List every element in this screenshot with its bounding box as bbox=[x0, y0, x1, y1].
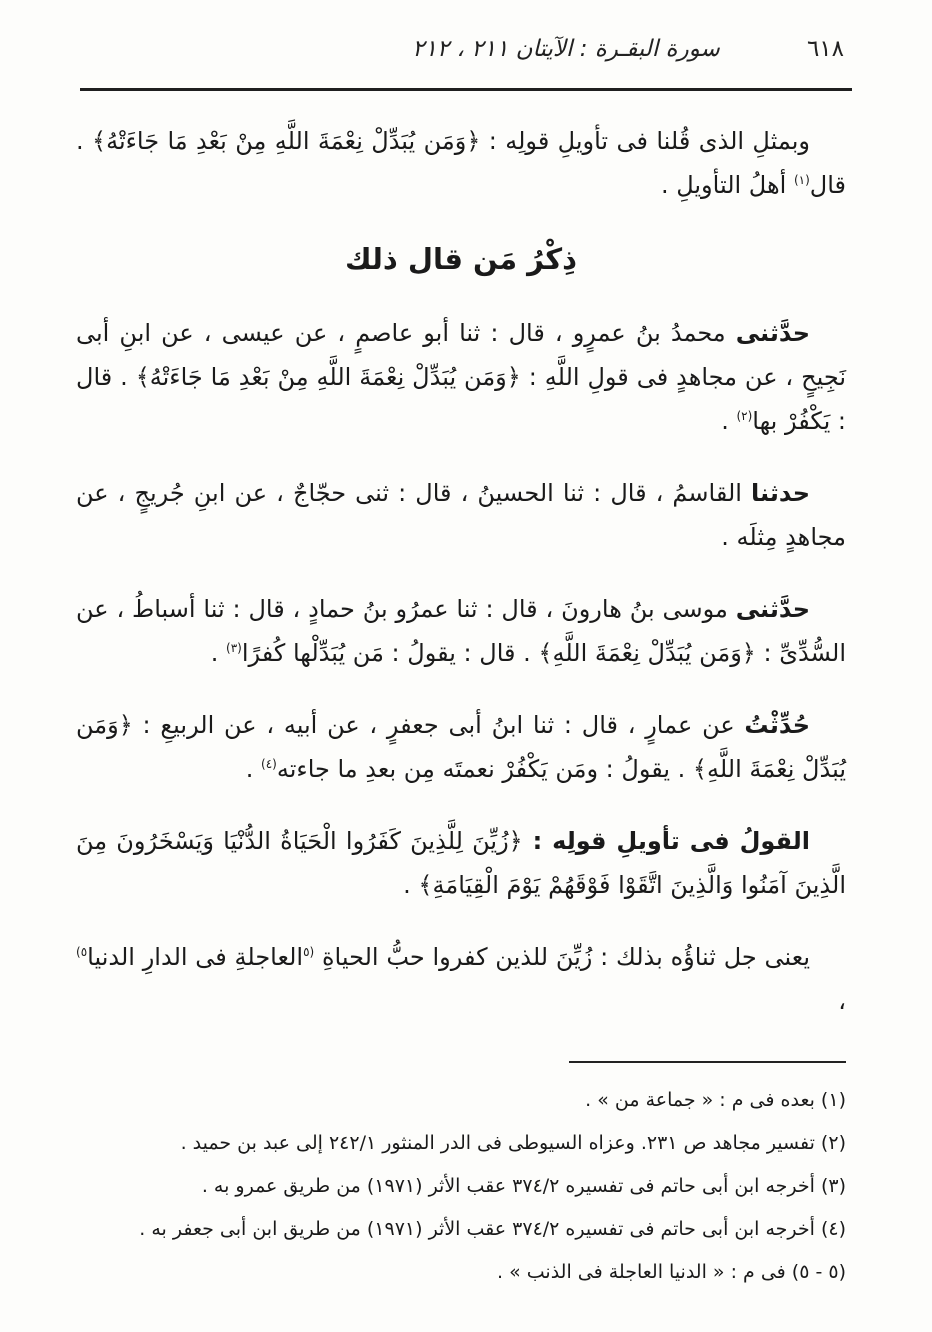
footnote-marker: (٣) bbox=[226, 641, 242, 655]
text-segment: القاسمُ ، قال : ثنا الحسينُ ، قال : ثنى حجّاجٌ ، عن ابنِ جُريجٍ ، عن مجاهدٍ مِثلَه . bbox=[76, 479, 846, 551]
page-header bbox=[0, 0, 932, 88]
text-segment: . يقولُ : ومَن يَكْفُرْ نعمتَه مِن بعدِ ما جاءته bbox=[276, 755, 693, 783]
text-segment: . bbox=[403, 871, 419, 899]
text-segment: حدثنا bbox=[751, 479, 810, 507]
quran-quote: ﴿وَمَن يُبَدِّلْ نِعْمَةَ اللَّهِ﴾ bbox=[76, 711, 846, 783]
quran-quote: ﴿وَمَن يُبَدِّلْ نِعْمَةَ اللَّهِ مِنْ بَعْدِ مَا جَاءَتْهُ﴾ bbox=[92, 127, 481, 155]
paragraph bbox=[76, 311, 846, 443]
footnote: (٥ - ٥) فى م : « الدنيا العاجلة فى الذنب » . bbox=[497, 1261, 846, 1283]
quran-quote: ﴿وَمَن يُبَدِّلْ نِعْمَةَ اللَّهِ مِنْ بَعْدِ مَا جَاءَتْهُ﴾ bbox=[135, 363, 521, 391]
text-segment: . قال : يَكْفُرْ بها bbox=[76, 363, 846, 435]
paragraph bbox=[76, 119, 846, 207]
footnote-marker: (١) bbox=[793, 173, 810, 187]
text-segment: . bbox=[210, 639, 227, 667]
text-segment: حُدِّثْتُ bbox=[744, 711, 810, 739]
text-segment: عن عمارٍ ، قال : ثنا ابنُ أبى جعفرٍ ، عن أبيه ، عن الربيعِ : bbox=[132, 711, 745, 739]
running-title: سورة البقـرة : الآيتان ٢١١ ، ٢١٢ bbox=[412, 36, 720, 62]
text-segment: موسى بنُ هارونَ ، قال : ثنا عمرُو بنُ حمادٍ ، قال : ثنا أسباطُ ، عن السُّدِّىِّ : bbox=[76, 595, 846, 667]
text-segment: . bbox=[721, 407, 737, 435]
body-text bbox=[0, 91, 932, 1023]
page-number: ٦١٨ bbox=[806, 36, 844, 62]
text-segment: . قال bbox=[76, 127, 846, 199]
text-segment: ، bbox=[838, 987, 846, 1015]
text-segment: محمدُ بنُ عمرٍو ، قال : ثنا أبو عاصمٍ ، عن عيسى ، عن ابنِ أبى نَجِيحٍ ، عن مجاهدٍ فى قولِ اللَّهِ : bbox=[76, 319, 847, 391]
paragraph bbox=[76, 703, 846, 791]
footnote-divider bbox=[569, 1061, 846, 1063]
footnote: (٢) تفسير مجاهد ص ٢٣١. وعزاه السيوطى فى الدر المنثور ٢٤٢/١ إلى عبد بن حميد . bbox=[180, 1132, 846, 1154]
footnote-marker: (٥ bbox=[303, 945, 315, 959]
footnote: (١) بعده فى م : « جماعة من » . bbox=[585, 1089, 846, 1111]
footnote: (٣) أخرجه ابن أبى حاتم فى تفسيره ٣٧٤/٢ عقب الأثر (١٩٧١) من طريق عمرو به . bbox=[201, 1175, 846, 1197]
paragraph bbox=[76, 819, 846, 907]
footnote: (٤) أخرجه ابن أبى حاتم فى تفسيره ٣٧٤/٢ عقب الأثر (١٩٧١) من طريق ابن أبى جعفر به . bbox=[139, 1218, 846, 1240]
paragraph bbox=[76, 587, 846, 675]
text-segment: يعنى جل ثناؤُه بذلك : زُيِّنَ للذين كفروا حبُّ الحياةِ bbox=[314, 943, 810, 971]
quran-quote: ﴿زُيِّنَ لِلَّذِينَ كَفَرُوا الْحَيَاةُ الدُّنْيَا وَيَسْخَرُونَ مِنَ الَّذِينَ آمَنُوا وَالَّذِينَ اتَّقَوْا فَوْقَهُمْ يَوْمَ الْقِيَامَةِ﴾ bbox=[76, 827, 846, 899]
footnote-marker: (٢) bbox=[736, 409, 753, 423]
text-segment: ذِكْرُ مَن قال ذلك bbox=[345, 242, 577, 276]
text-segment: القولُ فى تأويلِ قولِه : bbox=[522, 827, 810, 855]
footnotes-section bbox=[0, 1079, 932, 1294]
paragraph bbox=[76, 471, 846, 559]
quran-quote: ﴿وَمَن يُبَدِّلْ نِعْمَةَ اللَّهِ﴾ bbox=[538, 639, 756, 667]
section-heading bbox=[76, 235, 846, 283]
footnote-marker: (٤) bbox=[261, 757, 277, 771]
footnote-marker: ٥) bbox=[76, 945, 88, 959]
text-segment: . bbox=[245, 755, 262, 783]
text-segment: . قال : يقولُ : مَن يُبَدِّلْها كُفرًا bbox=[241, 639, 539, 667]
text-segment: العاجلةِ فى الدارِ الدنيا bbox=[87, 943, 304, 971]
paragraph bbox=[76, 935, 846, 1023]
text-segment: أهلُ التأويلِ . bbox=[660, 171, 794, 199]
text-segment: حدَّثنى bbox=[735, 595, 810, 623]
text-segment: حدَّثنى bbox=[735, 319, 810, 347]
text-segment: وبمثلِ الذى قُلنا فى تأويلِ قولِه : bbox=[480, 127, 810, 155]
